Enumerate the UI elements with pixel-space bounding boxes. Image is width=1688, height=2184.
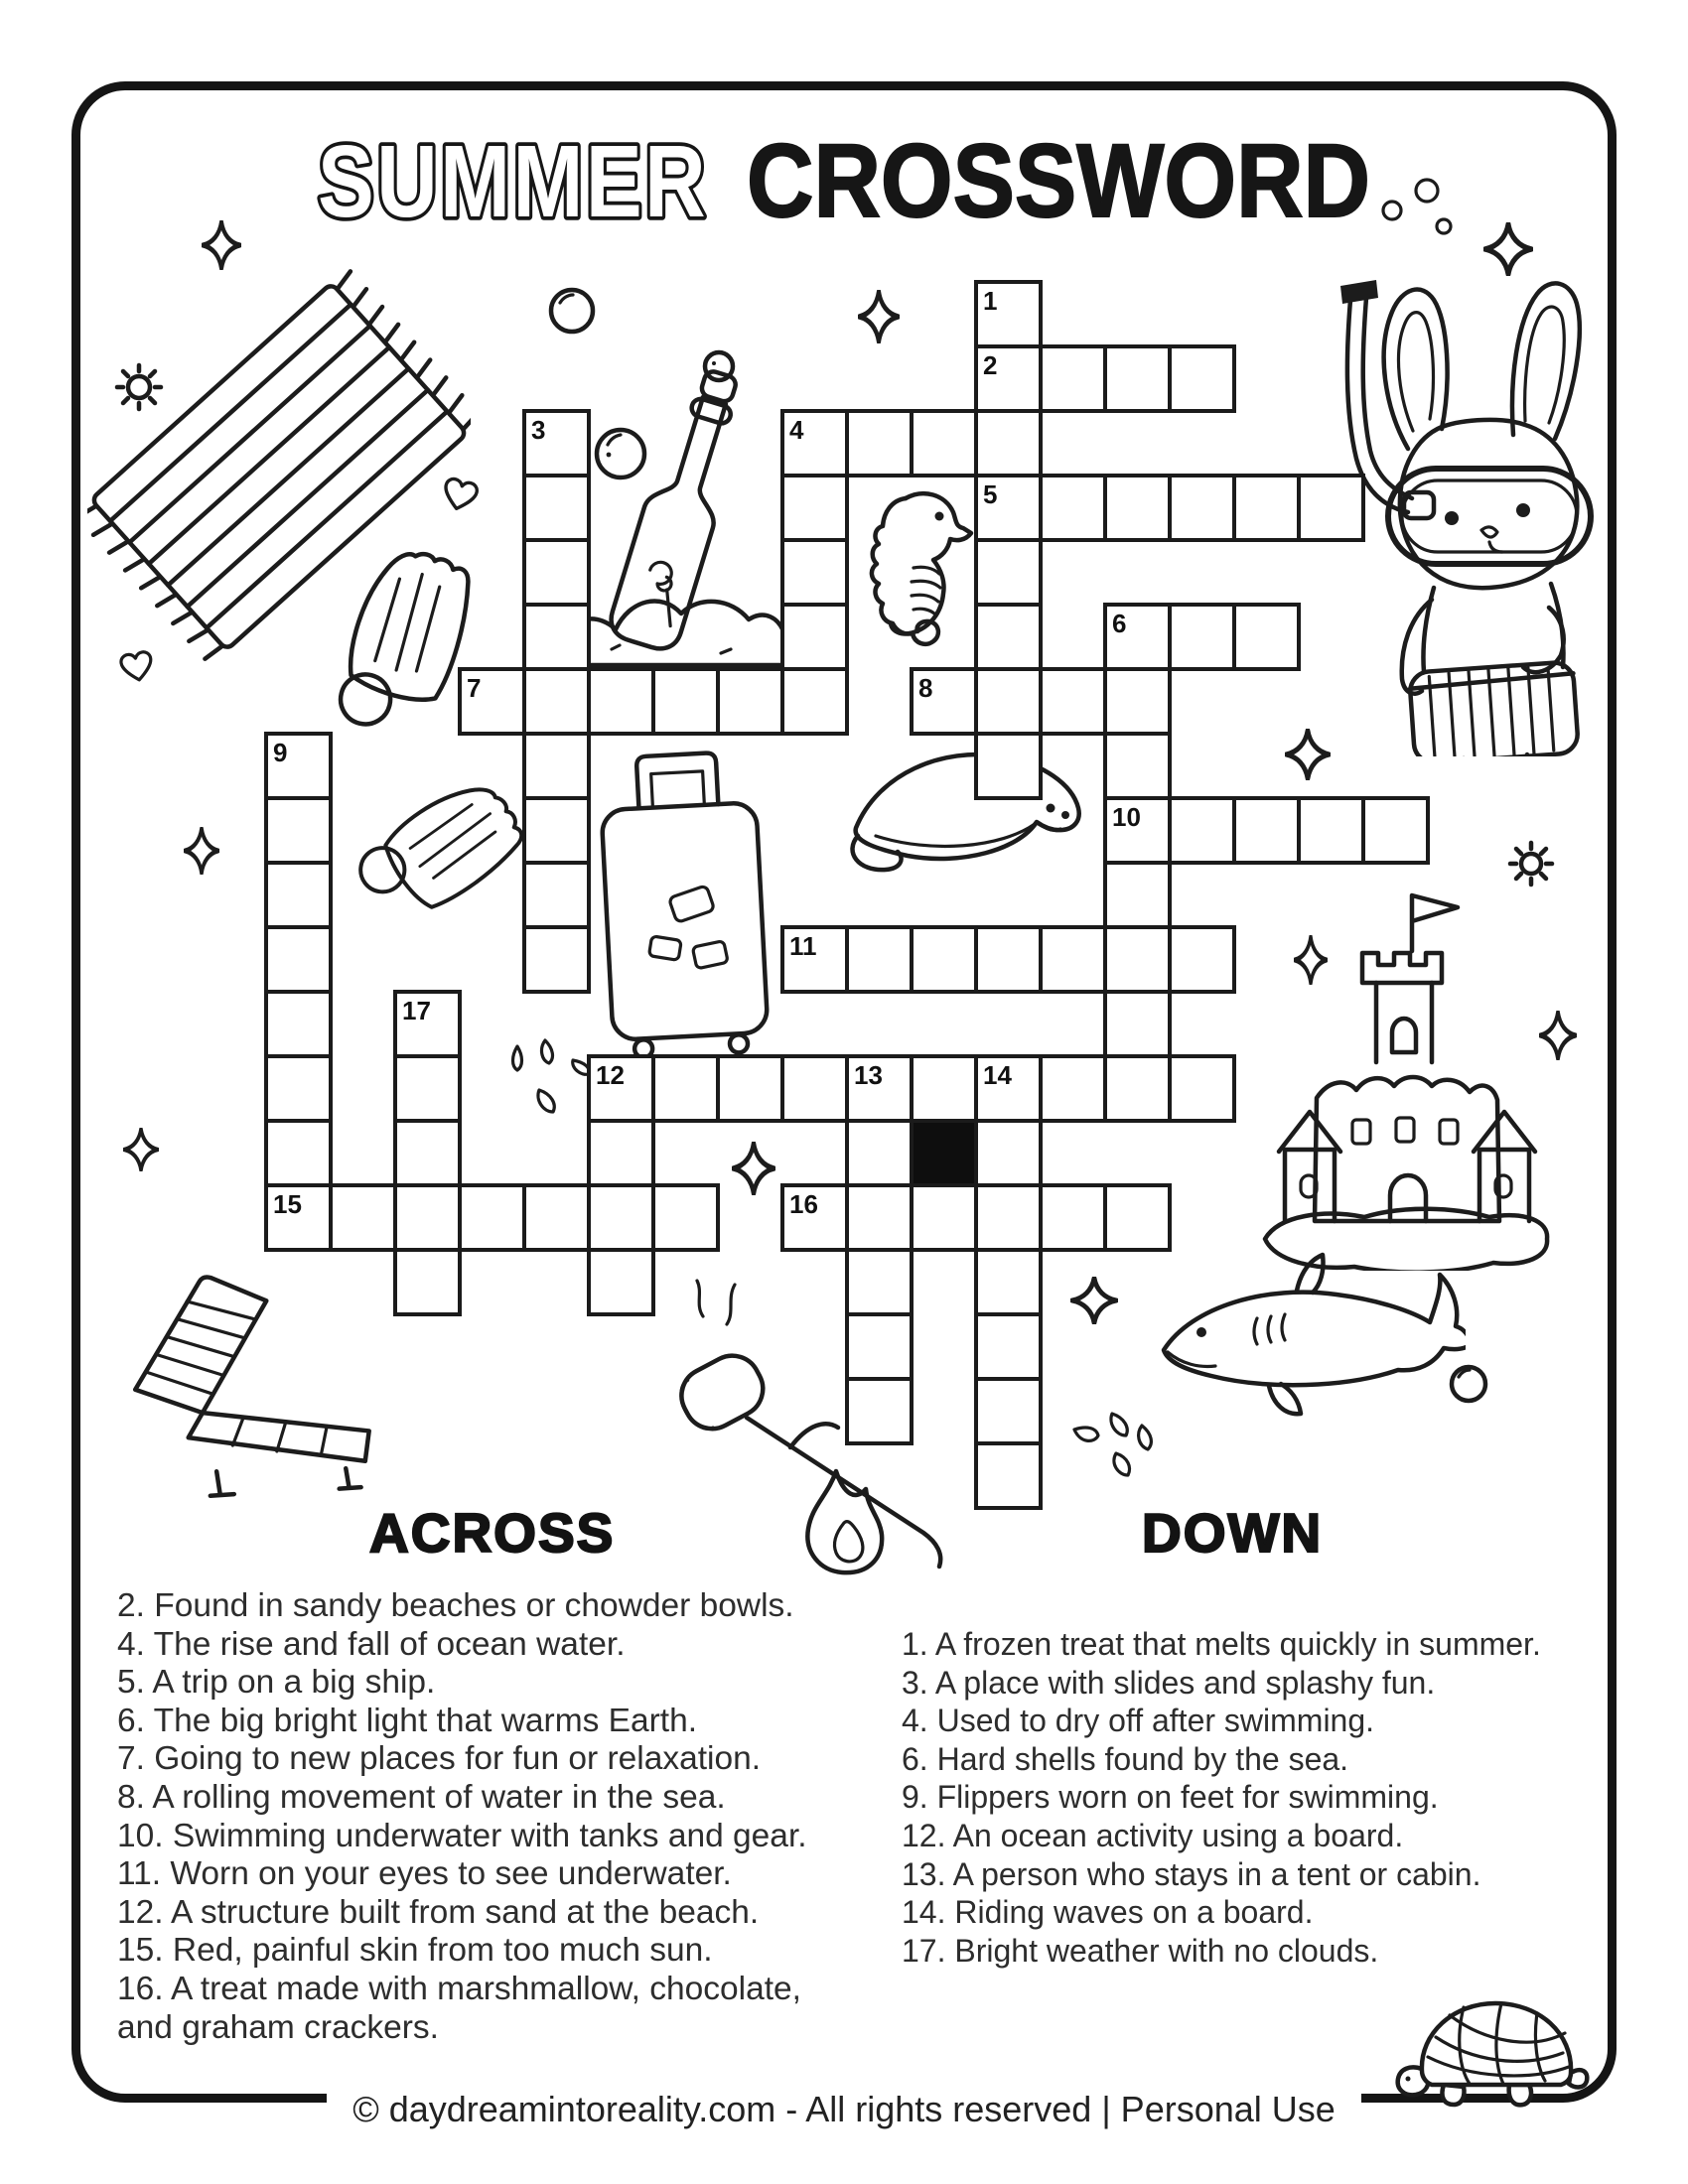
grid-cell[interactable] [1039,474,1107,542]
grid-cell[interactable] [845,1312,914,1381]
grid-cell[interactable] [1232,796,1301,865]
grid-cell[interactable] [1103,667,1172,736]
across-heading: ACROSS [369,1502,616,1564]
clue-number: 6 [1112,609,1127,638]
across-clue-4: 4. The rise and fall of ocean water. [117,1625,626,1663]
grid-cell[interactable] [910,1054,978,1123]
grid-cell[interactable] [522,603,591,671]
clue-number: 8 [918,673,933,703]
grid-cell[interactable] [1039,1054,1107,1123]
grid-cell[interactable] [587,1183,655,1252]
grid-cell[interactable] [974,409,1043,478]
grid-cell[interactable] [1103,1183,1172,1252]
bubble-icon [547,286,597,336]
grid-cell[interactable] [264,925,333,994]
grid-cell[interactable] [780,603,849,671]
clue-number: 15 [273,1189,302,1219]
grid-cell[interactable] [1103,1054,1172,1123]
grid-cell[interactable] [522,925,591,994]
snorkel-bunny-icon [1313,171,1625,756]
grid-cell[interactable] [910,409,978,478]
grid-cell[interactable] [522,732,591,800]
grid-cell[interactable] [845,1119,914,1187]
grid-cell[interactable] [1039,1183,1107,1252]
grid-cell[interactable] [974,538,1043,607]
title-word-summer: SUMMER [318,124,708,238]
grid-cell[interactable] [1103,474,1172,542]
sparkle-icon [858,290,900,343]
grid-cell[interactable] [974,1312,1043,1381]
grid-cell[interactable] [651,1183,720,1252]
grid-cell[interactable] [264,796,333,865]
across-clue-10: 10. Swimming underwater with tanks and gear. [117,1817,807,1854]
grid-cell[interactable] [1168,796,1236,865]
grid-cell[interactable] [716,1054,784,1123]
grid-cell[interactable] [1297,474,1365,542]
suitcase-icon [586,743,784,1060]
grid-cell[interactable] [1039,925,1107,994]
grid-cell[interactable] [651,667,720,736]
grid-cell[interactable] [1103,990,1172,1058]
grid-cell[interactable] [780,667,849,736]
grid-cell[interactable] [845,1183,914,1252]
grid-cell[interactable] [910,925,978,994]
grid-cell[interactable] [845,925,914,994]
down-clue-6: 6. Hard shells found by the sea. [902,1740,1349,1777]
grid-cell[interactable] [393,1119,462,1187]
sandcastle-icon [1255,882,1561,1271]
grid-cell[interactable] [1168,925,1236,994]
grid-cell[interactable] [522,538,591,607]
grid-cell[interactable] [393,1054,462,1123]
grid-cell[interactable] [1168,1054,1236,1123]
grid-cell[interactable] [587,1119,655,1187]
grid-cell[interactable] [974,925,1043,994]
turtle-icon [1392,1981,1601,2116]
stingray-icon [842,733,1100,901]
footer-text: © daydreamintoreality.com - All rights reserved | Personal Use [327,2089,1361,2129]
grid-cell[interactable] [974,667,1043,736]
grid-cell[interactable] [1168,344,1236,413]
grid-cell[interactable] [393,1248,462,1316]
clue-number: 16 [789,1189,818,1219]
down-clue-13: 13. A person who stays in a tent or cabin. [902,1855,1481,1892]
across-clue-5: 5. A trip on a big ship. [117,1664,436,1702]
grid-cell[interactable] [974,1183,1043,1252]
down-clue-1: 1. A frozen treat that melts quickly in summer. [902,1626,1541,1662]
grid-cell[interactable] [845,409,914,478]
down-clue-list [902,1625,1557,1970]
sparkle-icon [732,1142,775,1195]
grid-cell[interactable] [522,474,591,542]
clue-number: 14 [983,1060,1012,1090]
across-clue-16: 16. A treat made with marshmallow, chocolate, and graham crackers. [117,1970,801,2046]
grid-cell[interactable] [1039,667,1107,736]
clue-number: 5 [983,479,998,509]
grid-cell[interactable] [1168,603,1236,671]
grid-cell[interactable] [1103,861,1172,929]
grid-cell[interactable] [1297,796,1365,865]
grid-cell[interactable] [974,1441,1043,1510]
page-title [0,0,1688,248]
grid-cell[interactable] [264,861,333,929]
grid-cell[interactable] [264,1119,333,1187]
lounge-chair-icon [115,1263,433,1501]
grid-cell[interactable] [651,1054,720,1123]
down-heading: DOWN [1142,1502,1324,1564]
grid-cell[interactable] [329,1183,397,1252]
across-clue-15: 15. Red, painful skin from too much sun. [117,1932,713,1970]
grid-cell[interactable] [780,474,849,542]
grid-cell[interactable] [780,538,849,607]
across-clue-11: 11. Worn on your eyes to see underwater. [117,1855,732,1893]
grid-cell[interactable] [264,1054,333,1123]
down-clue-17: 17. Bright weather with no clouds. [902,1932,1379,1969]
grid-cell[interactable] [974,732,1043,800]
clue-number: 9 [273,738,288,767]
grid-cell[interactable] [264,990,333,1058]
grid-cell[interactable] [974,1377,1043,1445]
across-clue-12: 12. A structure built from sand at the beach. [117,1893,760,1931]
across-clue-8: 8. A rolling movement of water in the sea. [117,1778,726,1816]
grid-cell[interactable] [587,667,655,736]
grid-cell[interactable] [522,667,591,736]
clue-number: 11 [789,931,817,961]
across-clue-6: 6. The big bright light that warms Earth. [117,1702,698,1739]
blocked-cell [910,1119,978,1187]
grid-cell[interactable] [780,1054,849,1123]
clue-number: 13 [854,1060,883,1090]
grid-cell[interactable] [910,1183,978,1252]
clue-number: 17 [402,996,431,1025]
grid-cell[interactable] [1232,603,1301,671]
grid-cell[interactable] [1103,925,1172,994]
clue-number: 4 [789,415,804,445]
swim-fin-icon [346,762,534,951]
water-drops-icon [1060,1408,1160,1487]
down-clue-14: 14. Riding waves on a board. [902,1894,1314,1931]
clue-number: 3 [531,415,546,445]
grid-cell[interactable] [522,861,591,929]
heart-icon [116,648,157,686]
down-clue-4: 4. Used to dry off after swimming. [902,1703,1375,1739]
grid-cell[interactable] [974,1119,1043,1187]
seahorse-icon [852,482,976,659]
grid-cell[interactable] [458,1183,526,1252]
grid-cell[interactable] [974,603,1043,671]
across-clue-list [117,1587,860,2047]
across-clue-7: 7. Going to new places for fun or relaxation. [117,1740,762,1778]
down-clue-9: 9. Flippers worn on feet for swimming. [902,1779,1439,1816]
grid-cell[interactable] [1039,344,1107,413]
sparkle-icon [1070,1277,1118,1324]
grid-cell[interactable] [1361,796,1430,865]
grid-cell[interactable] [845,1248,914,1316]
down-clue-12: 12. An ocean activity using a board. [902,1817,1404,1853]
grid-cell[interactable] [845,1377,914,1445]
clue-number: 12 [596,1060,625,1090]
water-drops-icon [501,1038,593,1130]
grid-cell[interactable] [522,796,591,865]
grid-cell[interactable] [522,1183,591,1252]
shark-icon [1148,1249,1466,1447]
clue-number: 10 [1112,802,1141,832]
grid-cell[interactable] [587,1248,655,1316]
title-word-crossword: CROSSWORD [747,123,1370,239]
grid-cell[interactable] [1168,474,1236,542]
grid-cell[interactable] [716,667,784,736]
down-clue-3: 3. A place with slides and splashy fun. [902,1664,1436,1701]
marshmallow-campfire-icon [641,1273,1009,1590]
clue-number: 1 [983,286,998,316]
sparkle-icon [123,1128,159,1171]
across-clue-2: 2. Found in sandy beaches or chowder bowls. [117,1587,794,1624]
clue-number: 7 [467,673,482,703]
sun-icon [111,359,167,415]
sparkle-icon [184,827,219,875]
grid-cell[interactable] [393,1183,462,1252]
grid-cell[interactable] [1103,732,1172,800]
grid-cell[interactable] [974,1248,1043,1316]
grid-cell[interactable] [1232,474,1301,542]
grid-cell[interactable] [1103,344,1172,413]
clue-number: 2 [983,350,998,380]
